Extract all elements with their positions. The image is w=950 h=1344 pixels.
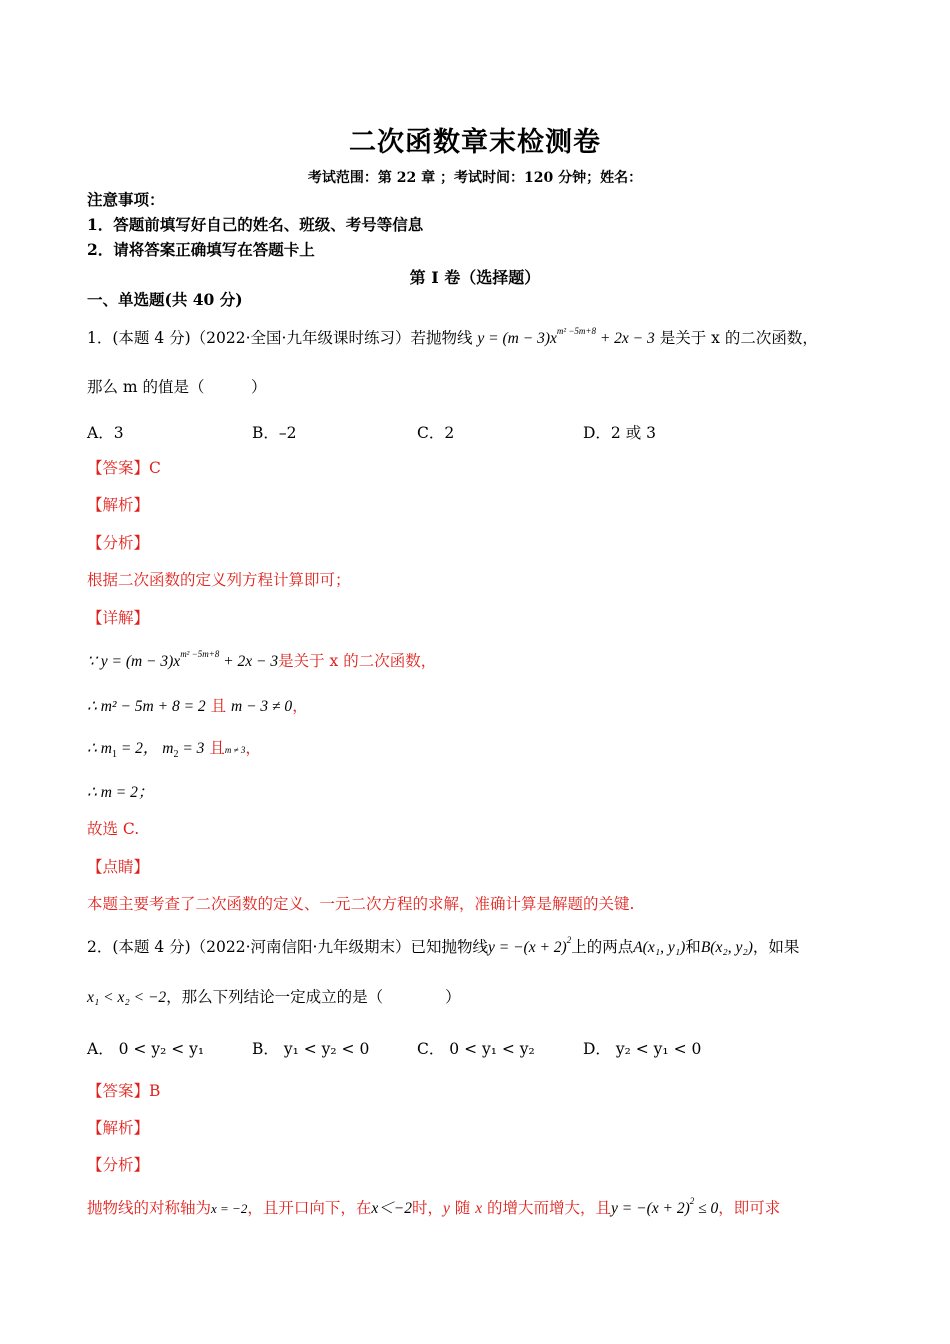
q1-detail-step-5: 故选 C. <box>87 820 140 838</box>
q2-option-b[interactable]: B． y₁ < y₂ < 0 <box>252 1040 370 1058</box>
q1-dianjing-label: 【点睛】 <box>87 858 150 876</box>
exam-info: 考试范围：第 22 章 ；考试时间：120 分钟；姓名： <box>307 170 643 186</box>
q2-formula: y = −(x + 2) <box>487 939 567 956</box>
q1-d2-formula-2: m − 3 ≠ 0 <box>231 698 293 715</box>
q2-f-ineq: ≤ 0 <box>694 1200 719 1217</box>
q2-f-axis: x = −2 <box>211 1201 248 1216</box>
q1-option-b[interactable]: B．–2 <box>252 424 297 442</box>
q2-f-text-6: ，即可求 <box>718 1199 781 1217</box>
q1-suffix: 是关于 x 的二次函数， <box>659 329 818 347</box>
q2-f-formula: y = −(x + 2) <box>611 1200 690 1217</box>
q1-answer: 【答案】C <box>87 459 161 477</box>
q1-d2-end: ， <box>292 697 308 715</box>
q1-detail-step-3 <box>87 738 261 761</box>
q2-option-c[interactable]: C． 0 < y₁ < y₂ <box>417 1040 535 1058</box>
q1-d1-formula: ∵ y = (m − 3)x <box>87 653 181 670</box>
q2-f-text-5: 的增大而增大，且 <box>482 1199 612 1217</box>
notes-item-2: 2．请将答案正确填写在答题卡上 <box>87 240 315 259</box>
q1-formula: y = (m − 3)x <box>477 330 557 347</box>
q2-f-text-4: 随 <box>449 1199 476 1217</box>
q2-point-a: A(x₁, y₁) <box>633 939 686 956</box>
notes-item-1: 1．答题前填写好自己的姓名、班级、考号等信息 <box>87 215 424 234</box>
q2-f-exponent: 2 <box>689 1196 695 1206</box>
q1-formula-tail: + 2x − 3 <box>595 330 655 347</box>
q1-d3-m2-value: = 3 <box>178 740 205 757</box>
q2-mid: 上的两点 <box>571 938 634 956</box>
q2-prefix: 2．(本题 4 分)（2022·河南信阳·九年级期末）已知抛物线 <box>87 938 488 956</box>
q1-prefix: 1．(本题 4 分)（2022·全国·九年级课时练习）若抛物线 <box>87 329 473 347</box>
section-heading: 一、单选题(共 40 分) <box>87 290 243 309</box>
q2-f-text-3: 时， <box>411 1199 443 1217</box>
q2-f-x: x <box>475 1200 483 1217</box>
q1-analysis-label: 【解析】 <box>87 496 150 514</box>
q1-d1-tail: + 2x − 3 <box>219 653 279 670</box>
q1-detail-label: 【详解】 <box>87 609 150 627</box>
q2-analysis-label: 【解析】 <box>87 1119 150 1137</box>
q2-f-text-2: ，且开口向下，在 <box>247 1199 372 1217</box>
q1-option-a[interactable]: A．3 <box>87 424 124 442</box>
q1-d1-text: 是关于 x 的二次函数， <box>278 652 437 670</box>
q1-detail-step-1 <box>87 651 436 673</box>
q1-d2-and: 且 <box>205 697 232 715</box>
q2-f-range: x＜−2 <box>371 1200 412 1217</box>
q2-option-a[interactable]: A． 0 < y₂ < y₁ <box>87 1040 205 1058</box>
q1-option-c[interactable]: C．2 <box>417 424 455 442</box>
q1-fenxi-text: 根据二次函数的定义列方程计算即可； <box>87 571 351 589</box>
q1-d3-sub-2: 2 <box>173 749 179 760</box>
q1-formula-exponent: m² −5m+8 <box>556 326 596 336</box>
q1-option-d[interactable]: D．2 或 3 <box>583 424 657 442</box>
q1-fenxi-label: 【分析】 <box>87 534 150 552</box>
q1-d3-condition: m ≠ 3 <box>224 745 246 755</box>
q2-suffix: ，如果 <box>752 938 800 956</box>
q2-and: 和 <box>685 938 701 956</box>
q2-question: ，那么下列结论一定成立的是（ ） <box>166 988 461 1006</box>
q2-formula-exponent: 2 <box>566 935 572 945</box>
q1-d3-end: ， <box>245 739 261 757</box>
q1-detail-step-4: ∴ m = 2； <box>87 784 154 801</box>
q1-dianjing-text: 本题主要考查了二次函数的定义、一元二次方程的求解，准确计算是解题的关键. <box>87 895 635 913</box>
q1-d3-sub-1: 1 <box>111 749 117 760</box>
q1-d3-and: 且 <box>204 739 225 757</box>
volume-title: 第 I 卷（选择题） <box>409 268 541 287</box>
page-title: 二次函数章末检测卷 <box>349 127 601 158</box>
q1-detail-step-2 <box>87 696 308 717</box>
q1-d3-m2: = 2， m <box>116 740 174 757</box>
q2-condition: x₁ < x₂ < −2 <box>87 989 167 1006</box>
q2-stem <box>87 937 799 959</box>
q2-f-y: y <box>442 1200 450 1217</box>
notes-heading: 注意事项： <box>87 190 165 209</box>
q1-d2-formula: ∴ m² − 5m + 8 = 2 <box>87 698 206 715</box>
q1-stem-line2: 那么 m 的值是（ ） <box>87 378 267 396</box>
q1-d3-m1: ∴ m <box>87 740 112 757</box>
q2-fenxi-text <box>87 1198 780 1220</box>
q2-answer: 【答案】B <box>87 1082 161 1100</box>
q2-option-d[interactable]: D． y₂ < y₁ < 0 <box>583 1040 702 1058</box>
q1-d1-exponent: m² −5m+8 <box>180 649 220 659</box>
q2-fenxi-label: 【分析】 <box>87 1156 150 1174</box>
q1-stem <box>87 328 818 350</box>
q2-f-text-1: 抛物线的对称轴为 <box>87 1199 212 1217</box>
q2-stem-line2 <box>87 987 461 1008</box>
q2-point-b: B(x₂, y₂) <box>700 939 753 956</box>
